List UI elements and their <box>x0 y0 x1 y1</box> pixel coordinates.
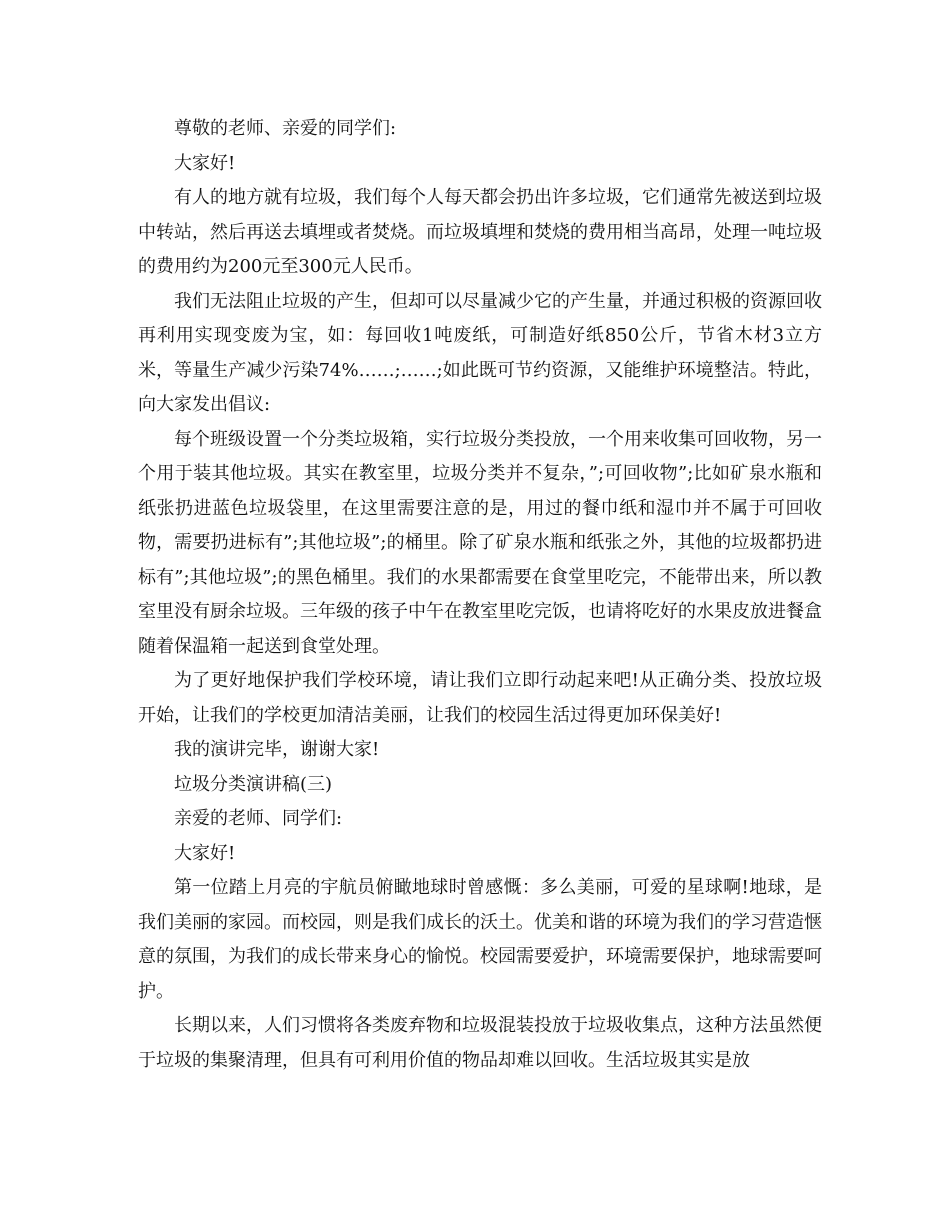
paragraph-classroom-sorting: 每个班级设置一个分类垃圾箱，实行垃圾分类投放，一个用来收集可回收物，另一个用于装其他垃圾。其实在教室里，垃圾分类并不复杂，”;可回收物”;比如矿泉水瓶和纸张扔进蓝色垃圾袋里，在这里需要注意的是，用过的餐巾纸和湿巾并不属于可回收物，需要扔进标有”;其他垃圾”;的桶里。除了矿泉水瓶和纸张之外，其他的垃圾都扔进标有”;其他垃圾”;的黑色桶里。我们的水果都需要在食堂里吃完，不能带出来，所以教室里没有厨余垃圾。三年级的孩子中午在教室里吃完饭，也请将吃好的水果皮放进餐盒随着保温箱一起送到食堂处理。 <box>138 428 822 657</box>
greeting-2: 大家好! <box>174 842 236 864</box>
salutation: 尊敬的老师、亲爱的同学们: <box>174 118 397 139</box>
paragraph-call-to-action: 为了更好地保护我们学校环境，请让我们立即行动起来吧!从正确分类、投放垃圾开始，让我们的学校更加清洁美丽，让我们的校园生活过得更加环保美好! <box>138 670 822 726</box>
greeting: 大家好! <box>174 152 236 174</box>
closing-line: 我的演讲完毕，谢谢大家! <box>174 739 380 760</box>
paragraph-recycling: 我们无法阻止垃圾的产生，但却可以尽量减少它的产生量，并通过积极的资源回收再利用实现变废为宝，如：每回收1吨废纸，可制造好纸850公斤，节省木材3立方米，等量生产减少污染74%……;……;如此既可节约资源，又能维护环境整洁。特此，向大家发出倡议: <box>138 290 822 415</box>
document-body <box>138 112 822 1078</box>
paragraph-mixed-waste: 长期以来，人们习惯将各类废弃物和垃圾混装投放于垃圾收集点，这种方法虽然便于垃圾的集聚清理，但具有可利用价值的物品却难以回收。生活垃圾其实是放 <box>138 1015 822 1071</box>
paragraph-garbage-cost: 有人的地方就有垃圾，我们每个人每天都会扔出许多垃圾，它们通常先被送到垃圾中转站，然后再送去填埋或者焚烧。而垃圾填埋和焚烧的费用相当高昂，处理一吨垃圾的费用约为200元至300元人民币。 <box>138 187 822 277</box>
paragraph-earth: 第一位踏上月亮的宇航员俯瞰地球时曾感慨：多么美丽，可爱的星球啊!地球，是我们美丽的家园。而校园，则是我们成长的沃土。优美和谐的环境为我们的学习营造惬意的氛围，为我们的成长带来身心的愉悦。校园需要爱护，环境需要保护，地球需要呵护。 <box>138 877 822 1002</box>
salutation-2: 亲爱的老师、同学们: <box>174 808 343 829</box>
section-title: 垃圾分类演讲稿(三) <box>174 773 333 795</box>
